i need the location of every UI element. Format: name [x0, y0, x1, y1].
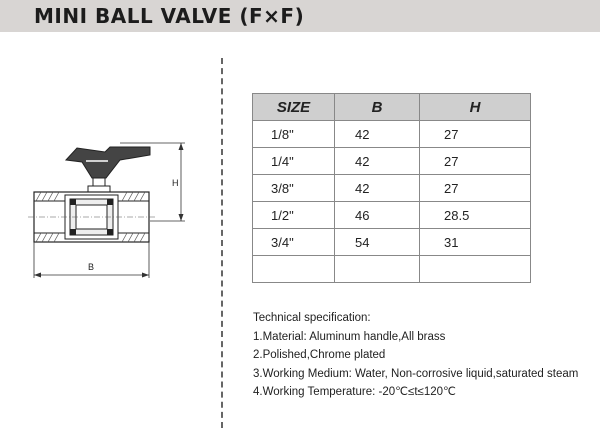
- spec-line: 1.Material: Aluminum handle,All brass: [253, 330, 446, 343]
- cell-size: 3/8": [253, 175, 335, 202]
- b-arrow-right: [142, 273, 149, 278]
- cell-b: 46: [335, 202, 420, 229]
- spec-line: 4.Working Temperature: -20℃≤t≤120℃: [253, 386, 456, 399]
- cell-h: 31: [420, 229, 531, 256]
- table-row: [253, 175, 531, 202]
- cell-b: 42: [335, 121, 420, 148]
- spec-line: 3.Working Medium: Water, Non-corrosive liquid,saturated steam: [253, 367, 579, 380]
- b-arrow-left: [34, 273, 41, 278]
- technical-specification: [253, 309, 578, 402]
- cell-h: 27: [420, 121, 531, 148]
- cell-size: [253, 256, 335, 283]
- spec-line: 2.Polished,Chrome plated: [253, 349, 386, 362]
- cell-h: 27: [420, 148, 531, 175]
- dimension-table: [252, 93, 531, 283]
- cell-h: 28.5: [420, 202, 531, 229]
- b-label: B: [88, 262, 95, 272]
- header-size: SIZE: [253, 94, 335, 121]
- cell-b: 42: [335, 148, 420, 175]
- header-h: H: [420, 94, 531, 121]
- h-arrow-top: [179, 143, 184, 150]
- valve-drawing: [0, 0, 220, 300]
- cell-h: 27: [420, 175, 531, 202]
- handle-icon: [66, 147, 150, 178]
- page-title: MINI BALL VALVE (F×F): [34, 4, 305, 28]
- cell-b: 54: [335, 229, 420, 256]
- cell-size: 1/2": [253, 202, 335, 229]
- nut: [88, 186, 110, 192]
- h-label: H: [172, 178, 179, 188]
- table-row: [253, 202, 531, 229]
- stem: [93, 178, 105, 186]
- cell-b: 42: [335, 175, 420, 202]
- cell-size: 1/8": [253, 121, 335, 148]
- cell-size: 3/4": [253, 229, 335, 256]
- table-row: [253, 121, 531, 148]
- header-b: B: [335, 94, 420, 121]
- table-row: [253, 229, 531, 256]
- table-row: [253, 256, 531, 283]
- section-divider: [221, 58, 223, 428]
- cell-b: [335, 256, 420, 283]
- spec-heading: Technical specification:: [253, 312, 371, 324]
- table-row: [253, 148, 531, 175]
- h-arrow-bottom: [179, 214, 184, 221]
- cell-size: 1/4": [253, 148, 335, 175]
- cell-h: [420, 256, 531, 283]
- table-header-row: [253, 94, 531, 121]
